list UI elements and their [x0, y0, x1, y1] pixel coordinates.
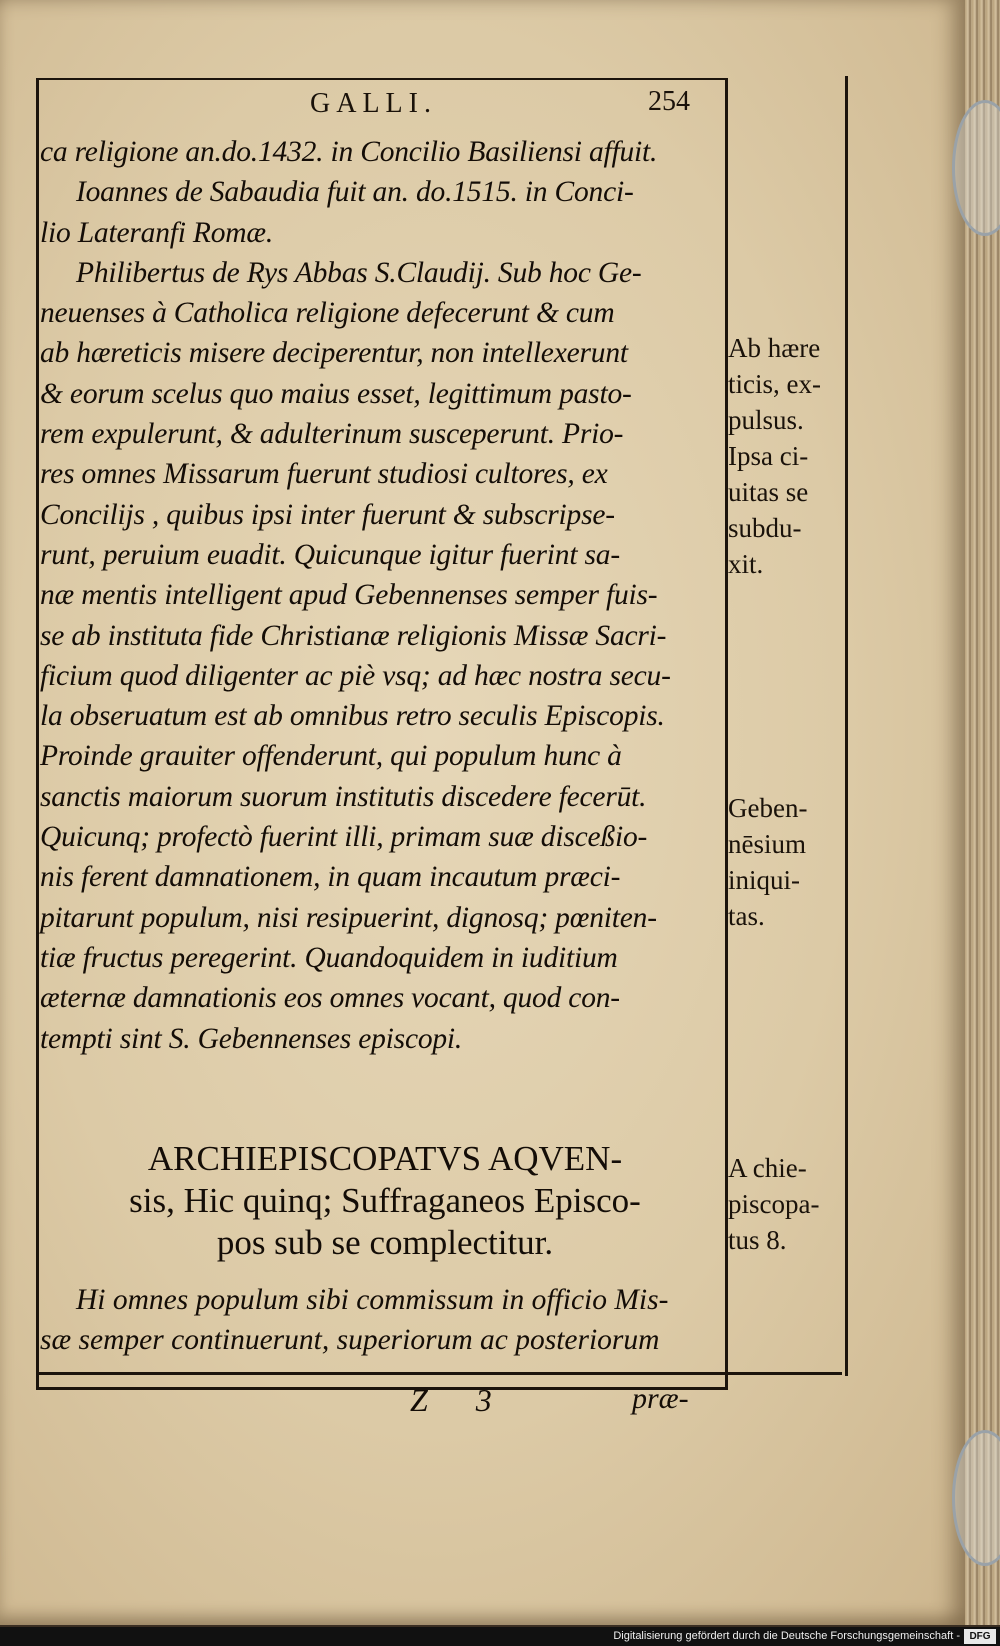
- text-line: rem expulerunt, & adulterinum susceperunt. Prio-: [40, 418, 624, 451]
- text-line: Proinde grauiter offenderunt, qui populum hunc à: [40, 740, 622, 773]
- page-number: 254: [648, 86, 690, 117]
- text-line: runt, peruium euadit. Quicunque igitur fuerint sa-: [40, 538, 620, 571]
- main-text-block: [40, 132, 730, 1059]
- text-line: æternæ damnationis eos omnes vocant, quod con-: [40, 982, 620, 1015]
- dfg-logo: DFG: [964, 1629, 996, 1644]
- marginal-line: Ab hære: [728, 333, 821, 363]
- marginal-line: ticis, ex-: [728, 369, 821, 399]
- frame-bottom-rule: [36, 1372, 842, 1375]
- text-line: neuenses à Catholica religione defecerunt & cum: [40, 297, 615, 330]
- text-line: Hi omnes populum sibi commissum in officio Mis-: [76, 1284, 669, 1316]
- marginal-line: nēsium: [728, 829, 806, 859]
- heading-line: sis, Hic quinq; Suffraganeos Episco-: [129, 1181, 641, 1220]
- marginal-line: tus 8.: [728, 1225, 787, 1255]
- marginal-line: A chie-: [728, 1153, 807, 1183]
- page-edges: [965, 0, 1000, 1625]
- marginal-line: Geben-: [728, 793, 808, 823]
- text-line: Ioannes de Sabaudia fuit an. do.1515. in Conci-: [76, 176, 634, 209]
- heading-line: pos sub se complectitur.: [216, 1223, 554, 1262]
- marginal-line: subdu-: [728, 513, 802, 543]
- text-line: ab hæreticis misere deciperentur, non intellexerunt: [40, 337, 628, 370]
- marginal-line: piscopa-: [728, 1189, 820, 1219]
- marginal-line: tas.: [728, 901, 765, 931]
- marginal-line: Ipsa ci-: [728, 441, 809, 471]
- text-line: & eorum scelus quo maius esset, legittimum pasto-: [40, 377, 632, 410]
- text-line: Concilijs , quibus ipsi inter fuerunt & subscripse-: [40, 498, 615, 531]
- text-line: se ab instituta fide Christianæ religionis Missæ Sacri-: [40, 619, 667, 652]
- marginal-line: uitas se: [728, 477, 809, 507]
- marginal-line: xit.: [728, 549, 764, 579]
- text-line: res omnes Missarum fuerunt studiosi cultores, ex: [40, 458, 608, 491]
- text-line: Philibertus de Rys Abbas S.Claudij. Sub hoc Ge-: [76, 256, 642, 289]
- section-heading: [40, 1138, 730, 1264]
- marginal-line: pulsus.: [728, 405, 804, 435]
- text-line: pitarunt populum, nisi resipuerint, dignosq; pœniten-: [40, 901, 657, 934]
- second-text-block: [40, 1280, 730, 1361]
- text-line: Quicunq; profectò fuerint illi, primam suæ disceßio-: [40, 821, 648, 854]
- digitization-credit: Digitalisierung gefördert durch die Deutsche Forschungsgemeinschaft -: [0, 1627, 1000, 1646]
- text-line: tempti sint S. Gebennenses episcopi.: [40, 1022, 463, 1055]
- text-line: la obseruatum est ab omnibus retro seculis Episcopis.: [40, 700, 665, 733]
- marginal-note-3: [728, 1150, 853, 1258]
- text-line: ficium quod diligenter ac piè vsq; ad hæc nostra secu-: [40, 659, 671, 692]
- text-line: lio Lateranfi Romæ.: [40, 216, 274, 249]
- marginal-line: iniqui-: [728, 865, 800, 895]
- catchword: præ-: [632, 1382, 689, 1415]
- running-head: GALLI.: [310, 88, 437, 119]
- heading-line: ARCHIEPISCOPATVS AQVEN-: [147, 1139, 623, 1178]
- text-line: næ mentis intelligent apud Gebennenses semper fuis-: [40, 579, 658, 612]
- marginal-note-1: [728, 330, 853, 582]
- text-line: sanctis maiorum suorum institutis discedere fecerūt.: [40, 780, 647, 813]
- signature-mark: Z 3: [410, 1382, 512, 1418]
- text-line: sæ semper continuerunt, superiorum ac posteriorum: [40, 1324, 660, 1357]
- text-line: tiæ fructus peregerint. Quandoquidem in iuditium: [40, 941, 618, 974]
- marginal-note-2: [728, 790, 853, 934]
- text-line: nis ferent damnationem, in quam incautum præci-: [40, 861, 621, 894]
- text-line: ca religione an.do.1432. in Concilio Basiliensi affuit.: [40, 136, 658, 168]
